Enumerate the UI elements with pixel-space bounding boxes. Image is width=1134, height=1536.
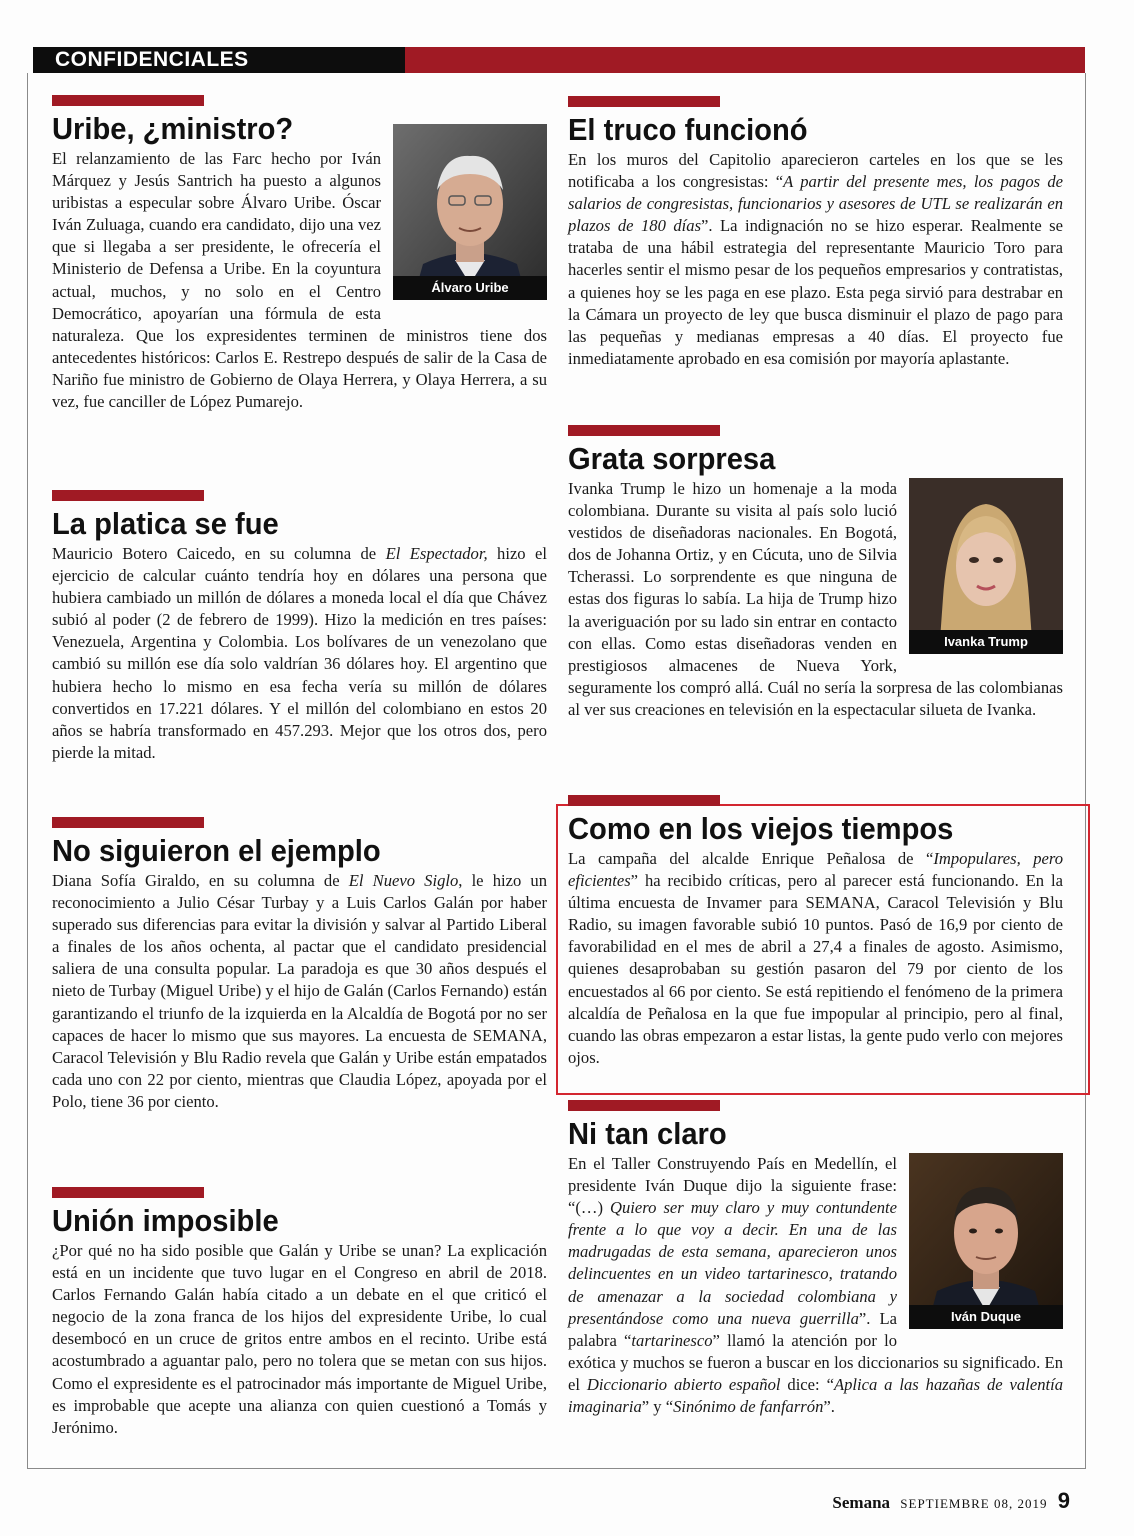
frame-right-rule <box>1085 73 1086 1468</box>
portrait-image <box>393 124 547 300</box>
page-number: 9 <box>1057 1488 1070 1513</box>
footer-date: SEPTIEMBRE 08, 2019 <box>900 1496 1048 1511</box>
article-body: Ivanka Trump le hizo un homenaje a la moda colombiana. Durante su visita al país solo lució vestidos de diseñadoras nacionales. En Bogotá, dos de Johanna Ortiz, y en Cúcuta, uno de Silvia Tcherassi. Lo sorprendente es que ninguna de estas dos figuras lo sabía. La hija de Trump hizo la averiguación por su lado sin entrar en contacto con ellas. Como estas diseñadoras venden en prestigiosos almacenes de Nueva York, seguramente los compró allá. Cuál no sería la sorpresa de las colombianas al ver sus creaciones en televisión en la espectacular silueta de Ivanka. <box>568 479 1063 719</box>
article-viejos <box>568 795 1063 1069</box>
section-label: CONFIDENCIALES <box>33 47 405 73</box>
article-platica <box>52 490 547 764</box>
article-union <box>52 1187 547 1439</box>
page-footer <box>832 1488 1070 1514</box>
photo-alvaro-uribe <box>393 124 547 300</box>
portrait-image <box>909 1153 1063 1329</box>
article-body: ¿Por qué no ha sido posible que Galán y Uribe se unan? La explicación está en un incidente que tuvo lugar en el Congreso en abril de 2018. Carlos Fernando Galán había citado a un debate en el que criticó el negocio de la zona franca de los hijos del expresidente Uribe, lo cual desembocó en un cruce de gritos entre ambos en el recinto. Uribe está acostumbrado a aguantar palo, pero no tolera que se metan con sus hijos. Como el expresidente es el patrocinador más importante de Miguel Uribe, es improbable que acepte una alianza con quien cuestionó a Tomás y Jerónimo. <box>52 1241 547 1437</box>
article-headline: No siguieron el ejemplo <box>52 833 381 868</box>
frame-left-rule <box>27 73 28 1468</box>
photo-caption: Ivanka Trump <box>909 630 1063 654</box>
article-headline: El truco funcionó <box>568 112 808 147</box>
photo-ivan-duque <box>909 1153 1063 1329</box>
photo-caption: Álvaro Uribe <box>393 276 547 300</box>
article-tag <box>52 817 204 828</box>
footer-brand: Semana <box>832 1493 891 1512</box>
article-uribe <box>52 95 547 413</box>
article-ejemplo <box>52 817 547 1113</box>
article-tag <box>568 425 720 436</box>
article-body: La campaña del alcalde Enrique Peñalosa de “Impopulares, pero eficientes” ha recibido críticas, pero al parecer está funcionando. En la última encuesta de Invamer para SEMANA, Caracol Televisión y Blu Radio, su imagen favorable subió 10 puntos. Pasó de 16,9 por ciento de favorabilidad en el mes de abril a 27,4 a finales de agosto. Asimismo, quienes desaprobaban su gestión pasaron del 79 por ciento de los encuestados al 66 por ciento. Se está repitiendo el fenómeno de la primera alcaldía de Peñalosa en la que fue impopular al principio, pero al final, cuando las obras empezaron a estar listas, la gente pudo verlo con mejores ojos. <box>568 849 1064 1067</box>
article-body: El relanzamiento de las Farc hecho por Iván Márquez y Jesús Santrich ha puesto a algunos uribistas a especular sobre Álvaro Uribe. Óscar Iván Zuluaga, cuando era candidato, dijo una vez que si llegaba a ser presidente, le ofrecería el Ministerio de Defensa a Uribe. En la coyuntura actual, muchos, y no solo en el Centro Democrático, apoyarían una fórmula de esta naturaleza. Que los expresidentes terminen de ministros tiene dos antecedentes históricos: Carlos E. Restrepo después de salir de la Casa de Nariño fue ministro de Gobierno de Olaya Herrera, y Olaya Herrera, a su vez, fue canciller de López Pumarejo. <box>52 149 547 412</box>
article-headline: La platica se fue <box>52 506 279 541</box>
article-body: En los muros del Capitolio aparecieron carteles en los que se les notificaba a los congresistas: “A partir del presente mes, los pagos de salarios de congresistas, funcionarios y asesores de UTL se realizarán en plazos de 180 días”. La indignación no se hizo esperar. Realmente se trataba de una hábil estrategia del representante Mauricio Toro para hacerles sentir el mismo pesar de los pequeños empresarios y contratistas, a quienes hoy se les paga en ese plazo. Esta pega sirvió para destrabar en la Cámara un proyecto de ley que busca disminuir el plazo de pago para las pequeñas y medianas empresas a 40 días. El proyecto fue inmediatamente aprobado en esa comisión por mayoría aplastante. <box>568 150 1063 368</box>
article-tag <box>52 490 204 501</box>
article-headline: Unión imposible <box>52 1203 279 1238</box>
section-header-accent <box>405 47 1085 73</box>
photo-ivanka-trump <box>909 478 1063 654</box>
article-headline: Como en los viejos tiempos <box>568 811 954 846</box>
article-tag <box>568 96 720 107</box>
article-tag <box>52 95 204 106</box>
portrait-image <box>909 478 1063 654</box>
article-claro <box>568 1100 1063 1418</box>
photo-caption: Iván Duque <box>909 1305 1063 1329</box>
article-headline: Ni tan claro <box>568 1116 727 1151</box>
article-headline: Grata sorpresa <box>568 441 776 476</box>
article-tag <box>568 1100 720 1111</box>
article-body: Mauricio Botero Caicedo, en su columna de El Espectador, hizo el ejercicio de calcular cuánto tendría hoy en dólares una persona que hubiera cambiado un millón de dólares a moneda local el día que Chávez subió al poder (2 de febrero de 1999). Hizo la medición en tres países: Venezuela, Argentina y Colombia. Los bolívares de un venezolano que cambió su millón ese día solo valdrían 36 dólares hoy. El argentino que hubiera hecho lo mismo en esa fecha vería su millón de dólares convertidos en 17.221 dólares. Y el millón del colombiano en estos 20 años se habría transformado en 457.293. Mejor que los otros dos, pero pierde la mitad. <box>52 544 547 762</box>
article-truco <box>568 96 1063 370</box>
article-grata <box>568 425 1063 721</box>
article-body: Diana Sofía Giraldo, en su columna de El Nuevo Siglo, le hizo un reconocimiento a Julio César Turbay y a Luis Carlos Galán por haber superado sus diferencias para evitar la división y salvar al Partido Liberal a finales de los años ochenta, al pactar que el candidato presidencial saliera de una consulta popular. La paradoja es que 30 años después el nieto de Turbay (Miguel Uribe) y el hijo de Galán (Carlos Fernando) están garantizando el triunfo de la izquierda en la Alcaldía de Bogotá por no ser capaces de hacer lo mismo que sus mayores. La encuesta de SEMANA, Caracol Televisión y Blu Radio revela que Galán y Uribe están empatados cada uno con 22 por ciento, mientras que Claudia López, apoyada por el Polo, tiene 36 por ciento. <box>52 871 548 1111</box>
article-tag <box>568 795 720 806</box>
section-header <box>33 47 1085 73</box>
article-headline: Uribe, ¿ministro? <box>52 111 294 146</box>
article-tag <box>52 1187 204 1198</box>
article-body: En el Taller Construyendo País en Medellín, el presidente Iván Duque dijo la siguiente frase: “(…) Quiero ser muy claro y muy contundente frente a lo que voy a decir. En una de las madrugadas de esta semana, aparecieron unos delincuentes en un video tartarinesco, tratando de amenazar a la sociedad colombiana y presentándose como una nueva guerrilla”. La palabra “tartarinesco” llamó la atención por lo exótica y muchos se fueron a buscar en los diccionarios su significado. En el Diccionario abierto español dice: “Aplica a las hazañas de valentía imaginaria” y “Sinónimo de fanfarrón”. <box>568 1154 1064 1417</box>
frame-bottom-rule <box>27 1468 1086 1469</box>
